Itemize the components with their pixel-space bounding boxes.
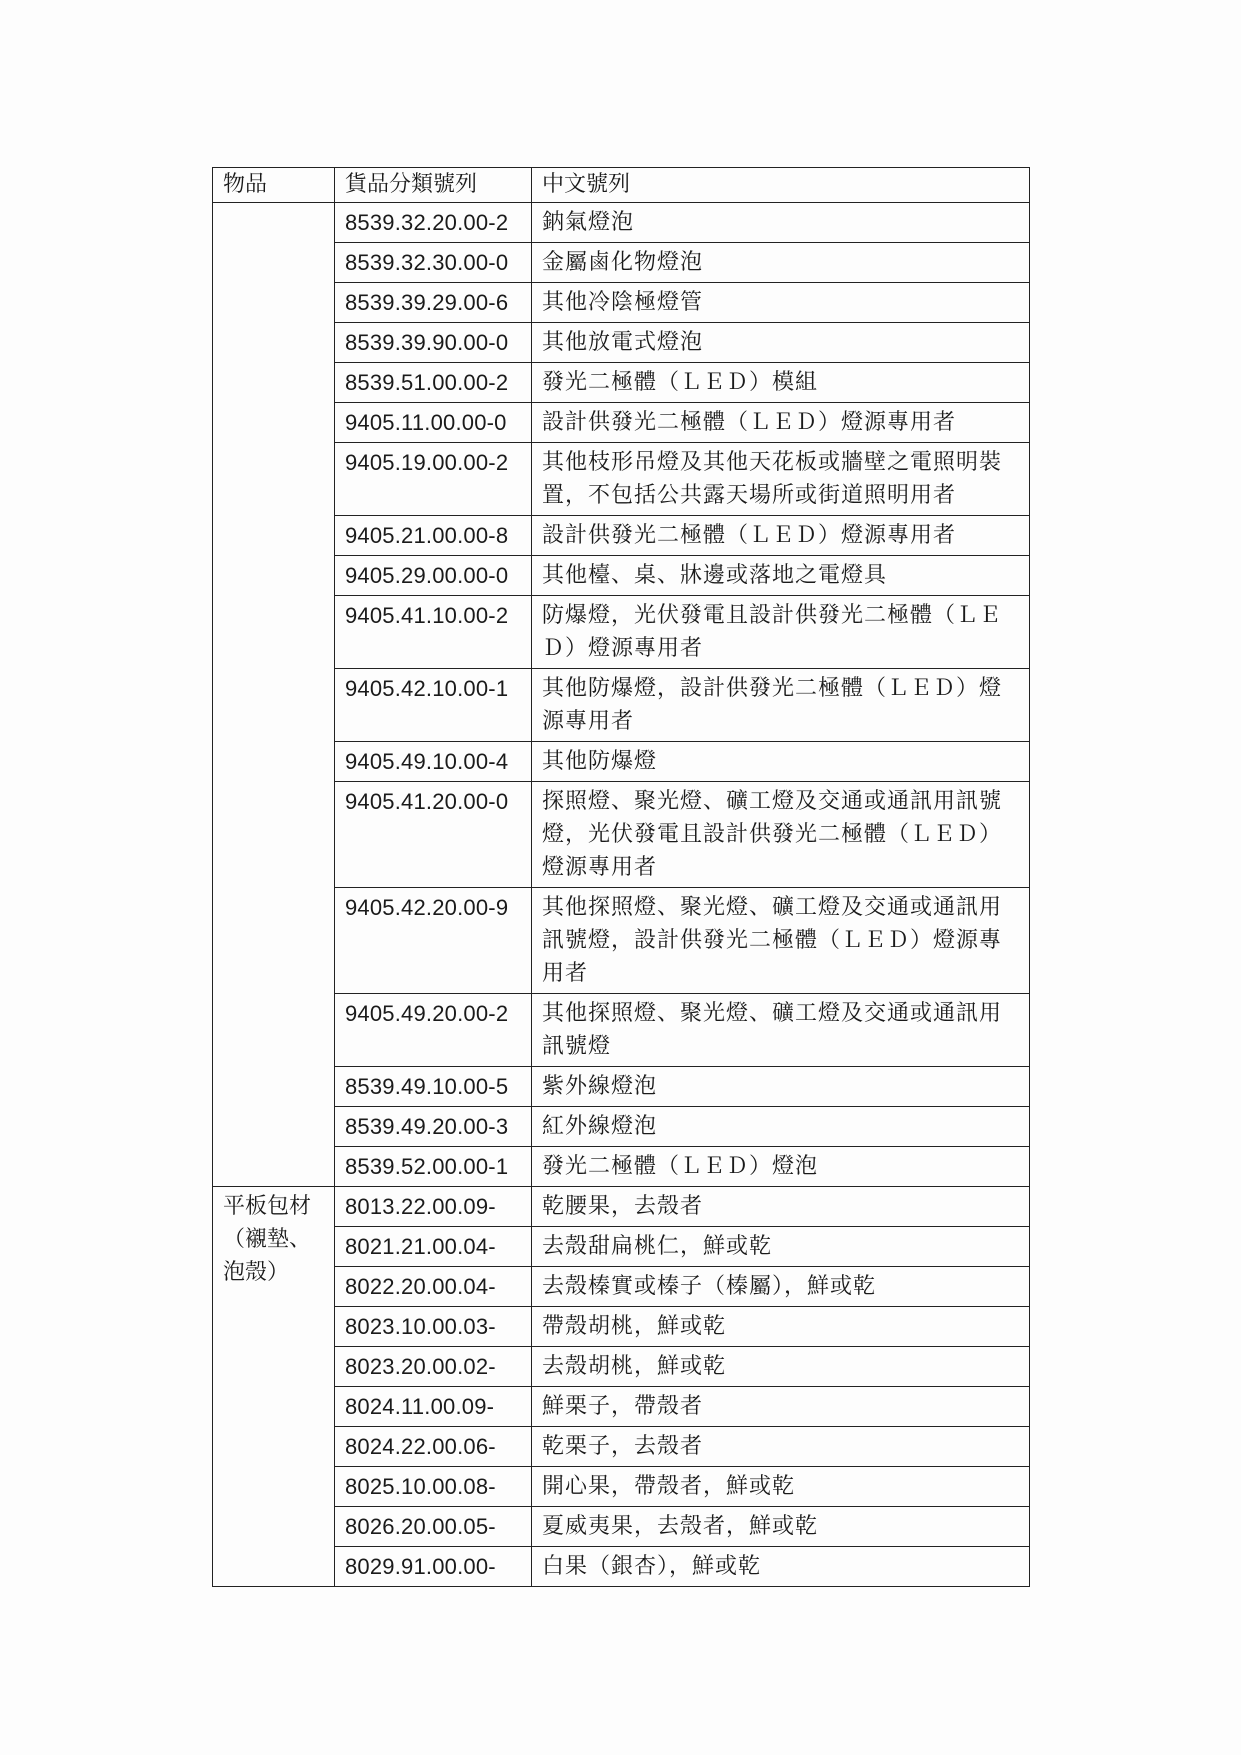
chinese-description-cell: 紫外線燈泡 (532, 1067, 1030, 1107)
table-body (213, 203, 1030, 1587)
tariff-code-cell: 9405.11.00.00-0 (335, 403, 532, 443)
table-row (213, 888, 1030, 994)
chinese-description-cell: 鈉氣燈泡 (532, 203, 1030, 243)
chinese-description-cell: 帶殼胡桃，鮮或乾 (532, 1307, 1030, 1347)
tariff-code-cell: 9405.41.20.00-0 (335, 782, 532, 888)
tariff-code-cell: 8539.39.90.00-0 (335, 323, 532, 363)
tariff-code-cell: 8539.49.20.00-3 (335, 1107, 532, 1147)
chinese-description-cell: 開心果，帶殼者，鮮或乾 (532, 1467, 1030, 1507)
table-row (213, 516, 1030, 556)
chinese-description-cell: 設計供發光二極體（ＬＥＤ）燈源專用者 (532, 403, 1030, 443)
chinese-description-cell: 其他放電式燈泡 (532, 323, 1030, 363)
table-row (213, 556, 1030, 596)
item-category-line: 泡殼） (223, 1260, 290, 1285)
table-row (213, 403, 1030, 443)
chinese-description-cell: 鮮栗子，帶殼者 (532, 1387, 1030, 1427)
table-row (213, 1067, 1030, 1107)
header-item: 物品 (213, 168, 335, 203)
tariff-code-cell: 9405.21.00.00-8 (335, 516, 532, 556)
table-row (213, 1467, 1030, 1507)
tariff-code-cell: 8025.10.00.08- (335, 1467, 532, 1507)
table-row (213, 243, 1030, 283)
chinese-description-cell: 設計供發光二極體（ＬＥＤ）燈源專用者 (532, 516, 1030, 556)
tariff-code-cell: 9405.19.00.00-2 (335, 443, 532, 516)
table-row (213, 1187, 1030, 1227)
tariff-code-cell: 8024.11.00.09- (335, 1387, 532, 1427)
chinese-description-cell: 去殼甜扁桃仁，鮮或乾 (532, 1227, 1030, 1267)
tariff-code-cell: 8023.20.00.02- (335, 1347, 532, 1387)
chinese-description-cell: 防爆燈，光伏發電且設計供發光二極體（ＬＥＤ）燈源專用者 (532, 596, 1030, 669)
chinese-description-cell: 其他防爆燈，設計供發光二極體（ＬＥＤ）燈源專用者 (532, 669, 1030, 742)
chinese-description-cell: 發光二極體（ＬＥＤ）燈泡 (532, 1147, 1030, 1187)
table-row (213, 1267, 1030, 1307)
chinese-description-cell: 其他枝形吊燈及其他天花板或牆壁之電照明裝置，不包括公共露天場所或街道照明用者 (532, 443, 1030, 516)
item-category-cell (213, 203, 335, 1187)
header-chinese-name: 中文號列 (532, 168, 1030, 203)
table-row (213, 283, 1030, 323)
chinese-description-cell: 其他防爆燈 (532, 742, 1030, 782)
chinese-description-cell: 金屬鹵化物燈泡 (532, 243, 1030, 283)
tariff-code-cell: 9405.49.20.00-2 (335, 994, 532, 1067)
tariff-code-cell: 8539.52.00.00-1 (335, 1147, 532, 1187)
chinese-description-cell: 其他探照燈、聚光燈、礦工燈及交通或通訊用訊號燈，設計供發光二極體（ＬＥＤ）燈源專用者 (532, 888, 1030, 994)
table-row (213, 994, 1030, 1067)
table-row (213, 1307, 1030, 1347)
chinese-description-cell: 其他檯、桌、牀邊或落地之電燈具 (532, 556, 1030, 596)
tariff-code-cell: 8022.20.00.04- (335, 1267, 532, 1307)
tariff-code-cell: 8029.91.00.00- (335, 1547, 532, 1587)
tariff-code-cell: 8024.22.00.06- (335, 1427, 532, 1467)
table-row (213, 669, 1030, 742)
tariff-code-cell: 8013.22.00.09- (335, 1187, 532, 1227)
chinese-description-cell: 其他探照燈、聚光燈、礦工燈及交通或通訊用訊號燈 (532, 994, 1030, 1067)
chinese-description-cell: 紅外線燈泡 (532, 1107, 1030, 1147)
table-row (213, 1387, 1030, 1427)
table-row (213, 443, 1030, 516)
chinese-description-cell: 其他冷陰極燈管 (532, 283, 1030, 323)
tariff-code-cell: 8539.39.29.00-6 (335, 283, 532, 323)
header-code: 貨品分類號列 (335, 168, 532, 203)
chinese-description-cell: 乾腰果，去殼者 (532, 1187, 1030, 1227)
table-row (213, 1507, 1030, 1547)
tariff-code-table (212, 167, 1030, 1587)
tariff-code-cell: 8539.51.00.00-2 (335, 363, 532, 403)
tariff-code-cell: 9405.41.10.00-2 (335, 596, 532, 669)
chinese-description-cell: 去殼胡桃，鮮或乾 (532, 1347, 1030, 1387)
table-row (213, 1147, 1030, 1187)
table-row (213, 782, 1030, 888)
tariff-code-cell: 9405.29.00.00-0 (335, 556, 532, 596)
header-row (213, 168, 1030, 203)
item-category-line: 平板包材 (223, 1194, 312, 1219)
table-row (213, 1347, 1030, 1387)
tariff-code-cell: 9405.42.10.00-1 (335, 669, 532, 742)
table-row (213, 596, 1030, 669)
item-category-line: （襯墊、 (223, 1227, 312, 1252)
tariff-code-cell: 8539.32.20.00-2 (335, 203, 532, 243)
table-row (213, 742, 1030, 782)
tariff-code-cell: 8539.32.30.00-0 (335, 243, 532, 283)
chinese-description-cell: 發光二極體（ＬＥＤ）模組 (532, 363, 1030, 403)
table-row (213, 1427, 1030, 1467)
table-row (213, 1107, 1030, 1147)
chinese-description-cell: 白果（銀杏），鮮或乾 (532, 1547, 1030, 1587)
table-row (213, 1547, 1030, 1587)
chinese-description-cell: 探照燈、聚光燈、礦工燈及交通或通訊用訊號燈，光伏發電且設計供發光二極體（ＬＥＤ）燈源專用者 (532, 782, 1030, 888)
table-row (213, 203, 1030, 243)
tariff-code-cell: 9405.49.10.00-4 (335, 742, 532, 782)
item-category-cell (213, 1187, 335, 1587)
tariff-code-cell: 8023.10.00.03- (335, 1307, 532, 1347)
chinese-description-cell: 去殼榛實或榛子（榛屬），鮮或乾 (532, 1267, 1030, 1307)
table-row (213, 323, 1030, 363)
chinese-description-cell: 夏威夷果，去殼者，鮮或乾 (532, 1507, 1030, 1547)
tariff-code-cell: 8021.21.00.04- (335, 1227, 532, 1267)
tariff-code-cell: 8026.20.00.05- (335, 1507, 532, 1547)
table-row (213, 363, 1030, 403)
chinese-description-cell: 乾栗子，去殼者 (532, 1427, 1030, 1467)
table-row (213, 1227, 1030, 1267)
tariff-code-cell: 8539.49.10.00-5 (335, 1067, 532, 1107)
tariff-code-cell: 9405.42.20.00-9 (335, 888, 532, 994)
